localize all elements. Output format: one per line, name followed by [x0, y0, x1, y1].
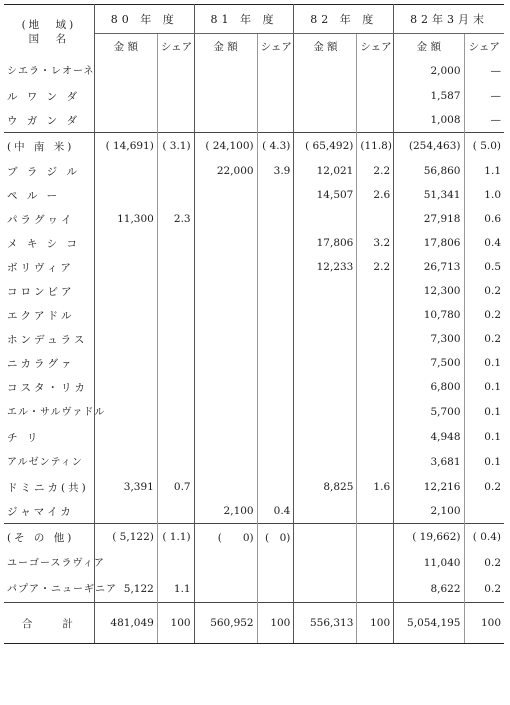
table-row — [4, 58, 504, 84]
amount-cell — [294, 84, 357, 108]
share-cell: 0.1 — [464, 351, 504, 375]
amount-cell: ( 65,492) — [294, 133, 357, 160]
amount-cell: (254,463) — [394, 133, 464, 160]
amount-cell — [194, 231, 257, 255]
amount-cell — [194, 576, 257, 603]
amount-cell — [194, 399, 257, 425]
table-row — [4, 133, 504, 160]
share-cell — [157, 303, 194, 327]
statistics-table — [4, 4, 504, 644]
amount-cell — [294, 327, 357, 351]
country-name: ニカラグァ — [4, 351, 94, 375]
share-header: シェア — [257, 34, 294, 59]
amount-cell: 7,300 — [430, 333, 461, 345]
amount-cell — [94, 231, 157, 255]
share-cell — [157, 375, 194, 399]
share-cell: — — [464, 58, 504, 84]
share-cell: ( 4.3) — [257, 133, 294, 160]
share-cell: 1.1 — [157, 576, 194, 603]
table-row — [4, 279, 504, 303]
amount-cell: 26,713 — [423, 261, 461, 273]
amount-cell — [194, 475, 257, 499]
country-name: パラグヮイ — [4, 207, 94, 231]
country-name: アルゼンティン — [4, 449, 94, 475]
share-cell: 0.1 — [464, 449, 504, 475]
share-cell — [257, 550, 294, 576]
total-amount-cell: 556,313 — [294, 603, 357, 644]
amount-cell — [94, 183, 157, 207]
share-cell — [257, 279, 294, 303]
amount-cell: 5,700 — [430, 406, 461, 418]
share-cell: 0.4 — [257, 499, 294, 524]
amount-cell — [194, 255, 257, 279]
amount-cell: 11,300 — [117, 213, 154, 225]
total-label: 合 計 — [4, 603, 94, 644]
amount-cell: 7,500 — [430, 357, 461, 369]
table-row — [4, 303, 504, 327]
share-cell: 2.6 — [357, 183, 394, 207]
amount-cell — [94, 279, 157, 303]
amount-header: 金 額 — [416, 40, 441, 53]
region-country-header — [4, 5, 94, 59]
share-cell: 0.2 — [464, 475, 504, 499]
share-cell — [257, 207, 294, 231]
share-cell: 2.2 — [357, 255, 394, 279]
amount-cell — [194, 58, 257, 84]
share-cell — [257, 375, 294, 399]
amount-cell — [294, 576, 357, 603]
amount-cell: 4,948 — [430, 431, 461, 443]
table-row — [4, 183, 504, 207]
share-cell: 0.2 — [464, 279, 504, 303]
share-cell — [357, 207, 394, 231]
share-cell: 0.2 — [464, 550, 504, 576]
table-body — [4, 58, 504, 644]
share-cell: 0.2 — [464, 303, 504, 327]
share-header: シェア — [157, 34, 194, 59]
share-cell — [357, 524, 394, 551]
country-name: ドミニカ(共) — [4, 475, 94, 499]
amount-cell — [294, 58, 357, 84]
share-cell — [357, 576, 394, 603]
share-cell — [157, 499, 194, 524]
share-cell: ( 5.0) — [464, 133, 504, 160]
total-share-cell: 100 — [357, 603, 394, 644]
country-name: チ リ — [4, 425, 94, 449]
amount-cell — [294, 399, 357, 425]
amount-cell: 27,918 — [423, 213, 461, 225]
country-name: ル ワ ン ダ — [4, 84, 94, 108]
share-cell — [257, 425, 294, 449]
share-cell — [257, 58, 294, 84]
share-cell: 0.5 — [464, 255, 504, 279]
amount-cell — [294, 303, 357, 327]
amount-cell — [94, 108, 157, 133]
country-name: ジャマイカ — [4, 499, 94, 524]
country-name: エル・サルヴァドル — [4, 399, 94, 425]
amount-cell — [94, 303, 157, 327]
country-name: ホンデュラス — [4, 327, 94, 351]
table-row — [4, 576, 504, 603]
amount-cell — [294, 524, 357, 551]
period-header-1: 81 年 度 — [194, 5, 294, 34]
share-cell: ( 0.4) — [464, 524, 504, 551]
share-cell — [157, 279, 194, 303]
country-name: ボリヴィア — [4, 255, 94, 279]
share-cell — [357, 425, 394, 449]
amount-cell — [294, 351, 357, 375]
table-row — [4, 255, 504, 279]
amount-cell — [194, 108, 257, 133]
share-cell: 0.2 — [464, 327, 504, 351]
amount-cell — [194, 207, 257, 231]
amount-cell: ( 0) — [194, 524, 257, 551]
share-cell — [357, 84, 394, 108]
country-name: ペ ル ー — [4, 183, 94, 207]
total-amount-cell: 481,049 — [94, 603, 157, 644]
country-name: (そ の 他) — [4, 524, 94, 551]
share-cell: 0.1 — [464, 425, 504, 449]
share-cell — [257, 327, 294, 351]
share-cell — [357, 550, 394, 576]
share-header: シェア — [464, 34, 504, 59]
amount-cell: 17,806 — [316, 237, 354, 249]
total-share-cell: 100 — [464, 603, 504, 644]
share-cell — [157, 183, 194, 207]
share-cell: 0.6 — [464, 207, 504, 231]
total-share-cell: 100 — [157, 603, 194, 644]
table-row — [4, 475, 504, 499]
region-label: (地 域) — [21, 18, 77, 31]
share-cell: 0.1 — [464, 375, 504, 399]
share-cell: — — [464, 108, 504, 133]
amount-cell: 2,100 — [223, 505, 254, 517]
share-cell: 1.6 — [357, 475, 394, 499]
amount-cell: 12,233 — [316, 261, 354, 273]
amount-cell: 10,780 — [423, 309, 461, 321]
country-name: (中 南 米) — [4, 133, 94, 160]
total-row — [4, 603, 504, 644]
share-cell: 2.3 — [157, 207, 194, 231]
country-name: コロンビア — [4, 279, 94, 303]
amount-cell — [94, 58, 157, 84]
amount-cell — [194, 449, 257, 475]
share-cell — [357, 351, 394, 375]
share-cell: ( 1.1) — [157, 524, 194, 551]
amount-cell — [294, 279, 357, 303]
share-cell — [157, 255, 194, 279]
amount-cell — [94, 449, 157, 475]
amount-cell — [94, 351, 157, 375]
amount-cell: ( 5,122) — [94, 524, 157, 551]
amount-cell — [194, 351, 257, 375]
table-row — [4, 327, 504, 351]
amount-cell — [94, 375, 157, 399]
share-cell: 3.2 — [357, 231, 394, 255]
country-name: ウ ガ ン ダ — [4, 108, 94, 133]
share-cell — [157, 399, 194, 425]
amount-cell: 11,040 — [423, 557, 461, 569]
share-cell — [157, 449, 194, 475]
amount-cell — [194, 327, 257, 351]
amount-header: 金 額 — [213, 40, 238, 53]
amount-cell — [94, 327, 157, 351]
amount-cell — [194, 303, 257, 327]
amount-cell — [294, 550, 357, 576]
share-cell: 2.2 — [357, 159, 394, 183]
amount-cell: 3,681 — [430, 456, 461, 468]
share-cell — [257, 84, 294, 108]
amount-cell: 56,860 — [423, 165, 461, 177]
amount-cell: 17,806 — [423, 237, 461, 249]
amount-cell: 22,000 — [216, 165, 254, 177]
amount-cell: ( 24,100) — [194, 133, 257, 160]
amount-cell — [194, 550, 257, 576]
share-cell: 3.9 — [257, 159, 294, 183]
table-row — [4, 207, 504, 231]
share-cell — [157, 425, 194, 449]
share-cell — [257, 183, 294, 207]
country-name: エクアドル — [4, 303, 94, 327]
share-cell: 1.1 — [464, 159, 504, 183]
country-label: 国 名 — [28, 32, 70, 45]
amount-cell — [294, 108, 357, 133]
amount-cell: 8,825 — [323, 481, 354, 493]
amount-header: 金 額 — [313, 40, 338, 53]
table-row — [4, 399, 504, 425]
amount-cell — [294, 207, 357, 231]
share-cell — [257, 576, 294, 603]
amount-cell: 2,100 — [430, 505, 461, 517]
amount-cell: 1,008 — [430, 114, 461, 126]
share-cell — [257, 231, 294, 255]
total-share-cell: 100 — [257, 603, 294, 644]
country-name: メ キ シ コ — [4, 231, 94, 255]
amount-cell — [94, 159, 157, 183]
share-cell — [257, 108, 294, 133]
amount-cell: 14,507 — [316, 189, 354, 201]
amount-cell: ( 19,662) — [394, 524, 464, 551]
share-cell: ( 0) — [257, 524, 294, 551]
share-cell: 0.4 — [464, 231, 504, 255]
amount-cell: 12,300 — [423, 285, 461, 297]
share-cell: — — [464, 84, 504, 108]
amount-cell: 51,341 — [423, 189, 461, 201]
amount-cell: 8,622 — [430, 583, 461, 595]
share-cell: ( 3.1) — [157, 133, 194, 160]
share-cell — [257, 255, 294, 279]
table-row — [4, 524, 504, 551]
share-header: シェア — [357, 34, 394, 59]
share-cell — [157, 327, 194, 351]
table-row — [4, 375, 504, 399]
share-cell — [257, 399, 294, 425]
share-cell — [157, 231, 194, 255]
table-row — [4, 231, 504, 255]
share-cell — [157, 351, 194, 375]
country-name: コスタ・リカ — [4, 375, 94, 399]
share-cell: 0.2 — [464, 576, 504, 603]
amount-header: 金 額 — [113, 40, 138, 53]
amount-cell: 6,800 — [430, 381, 461, 393]
amount-cell — [94, 499, 157, 524]
share-cell — [257, 351, 294, 375]
share-cell — [464, 499, 504, 524]
share-cell: 0.1 — [464, 399, 504, 425]
share-cell — [157, 108, 194, 133]
amount-cell — [194, 183, 257, 207]
table-row — [4, 108, 504, 133]
amount-cell: 3,391 — [123, 481, 154, 493]
total-amount-cell: 5,054,195 — [394, 603, 464, 644]
table-row — [4, 84, 504, 108]
period-header-0: 80 年 度 — [94, 5, 194, 34]
share-cell — [257, 475, 294, 499]
share-cell — [157, 159, 194, 183]
share-cell — [157, 550, 194, 576]
amount-cell — [294, 425, 357, 449]
share-cell — [357, 108, 394, 133]
amount-cell: 2,000 — [430, 65, 461, 77]
share-cell — [157, 84, 194, 108]
amount-cell — [294, 449, 357, 475]
share-cell — [357, 327, 394, 351]
share-cell — [357, 279, 394, 303]
amount-cell — [94, 255, 157, 279]
amount-cell — [194, 84, 257, 108]
amount-cell — [94, 425, 157, 449]
amount-cell: 5,122 — [123, 583, 154, 595]
amount-cell — [194, 279, 257, 303]
share-cell — [357, 499, 394, 524]
amount-cell: 12,021 — [316, 165, 354, 177]
amount-cell — [294, 375, 357, 399]
amount-cell: 1,587 — [430, 90, 461, 102]
share-cell — [257, 449, 294, 475]
country-name: シエラ・レオーネ — [4, 58, 94, 84]
share-cell — [357, 303, 394, 327]
total-amount-cell: 560,952 — [194, 603, 257, 644]
table-row — [4, 159, 504, 183]
amount-cell — [94, 84, 157, 108]
amount-cell — [294, 499, 357, 524]
amount-cell: 12,216 — [423, 481, 461, 493]
amount-cell: ( 14,691) — [94, 133, 157, 160]
share-cell — [157, 58, 194, 84]
amount-cell — [194, 375, 257, 399]
amount-cell — [194, 425, 257, 449]
table-row — [4, 499, 504, 524]
country-name: ユーゴースラヴィア — [4, 550, 94, 576]
table-row — [4, 425, 504, 449]
share-cell: 1.0 — [464, 183, 504, 207]
country-name: ブ ラ ジ ル — [4, 159, 94, 183]
period-header-3: 82年3月末 — [394, 5, 504, 34]
table-row — [4, 351, 504, 375]
share-cell — [357, 449, 394, 475]
table-row — [4, 449, 504, 475]
share-cell — [357, 375, 394, 399]
share-cell: 0.7 — [157, 475, 194, 499]
table-row — [4, 550, 504, 576]
share-cell — [357, 399, 394, 425]
share-cell: (11.8) — [357, 133, 394, 160]
period-header-2: 82 年 度 — [294, 5, 394, 34]
country-name: パプア・ニューギニア — [4, 576, 94, 603]
share-cell — [257, 303, 294, 327]
share-cell — [357, 58, 394, 84]
